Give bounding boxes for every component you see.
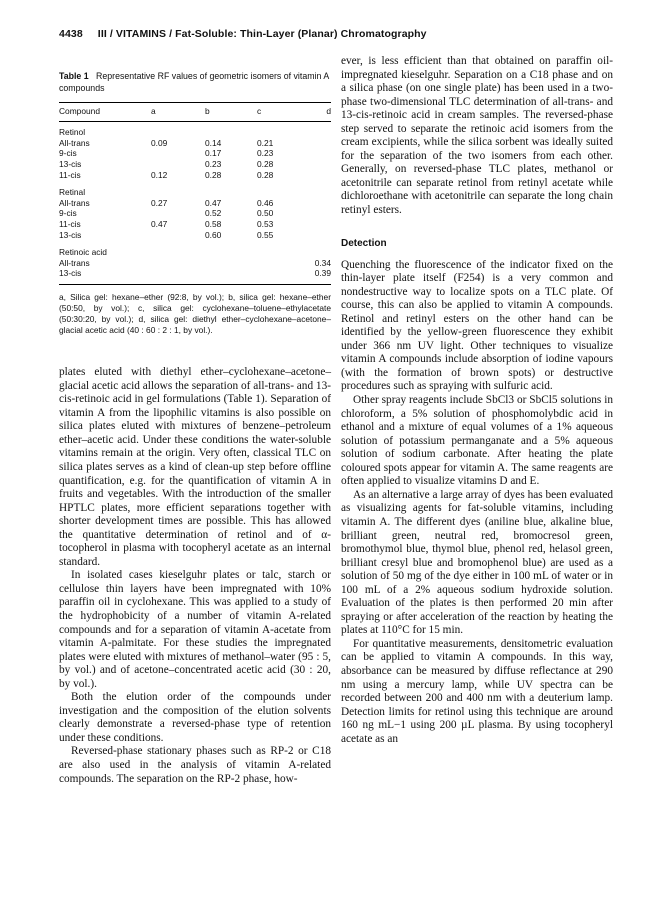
table-cell: 0.17 [205, 148, 222, 159]
table-cell: 0.60 [205, 229, 222, 240]
table-cell: 0.47 [151, 219, 168, 230]
right-body-text-top [341, 55, 613, 218]
table-cell: 9-cis [59, 208, 77, 219]
column-header: Compound [59, 103, 151, 122]
group-name: Retinal [59, 186, 86, 197]
body-paragraph: As an alternative a large array of dyes has been evaluated as visualizing agents for fat-soluble vitamins, including vitamin A. The different dyes (aniline blue, alkaline blue, brilliant green, neutral red, bromocresol green, bromothymol blue, thymol blue, phenol red, helasol green, brilliant cresyl blue and bromophenol blue) are used as a solution of 50 mg of the dye either in 100 mL of water or in 100 mL of a 2% aqueous sodium hydroxide solution. Evaluation of the plates is then performed 20 min after spraying or after acceleration of the reaction by heating the plates at 110°C for 15 min. [341, 488, 613, 637]
table-cell: 0.23 [205, 159, 222, 170]
table-cell: 0.27 [151, 197, 168, 208]
table-group-row [59, 247, 331, 258]
table-cell: 0.53 [257, 219, 274, 230]
table-cell: 0.50 [257, 208, 274, 219]
table-cell: 0.21 [257, 137, 274, 148]
table-cell: 0.39 [304, 268, 331, 284]
table-cell [151, 208, 205, 219]
table-cell [304, 208, 331, 219]
table-cell: 0.28 [205, 169, 222, 180]
table-row [59, 268, 331, 284]
left-column [59, 70, 331, 786]
table-cell: All-trans [59, 137, 90, 148]
page-number: 4438 [59, 28, 83, 40]
body-paragraph: Quenching the fluorescence of the indicator fixed on the thin-layer plate itself (F254) is a very common and nondestructive way to localize spots on a TLC plate. Of course, this can also be applied to vitamin A compounds. Retinol and retinyl esters on the other hand can be identified by the yellow-green fluorescence they exhibit under 366 nm UV light. Other techniques to visualize vitamin A compounds include absorption of iodine vapours (with the formation of brown spots) or destructive procedures such as spraying with sulfuric acid. [341, 258, 613, 393]
table-row [59, 148, 331, 159]
table-cell: 13-cis [59, 268, 151, 284]
table-cell: All-trans [59, 257, 90, 268]
table-cell: 0.09 [151, 137, 168, 148]
table-cell [257, 268, 304, 284]
table-cell: 0.12 [151, 169, 168, 180]
table-label: Table 1 [59, 71, 89, 81]
table-cell: 0.58 [205, 219, 222, 230]
table-cell: 0.28 [257, 169, 274, 180]
table-cell: 9-cis [59, 148, 77, 159]
column-header: d [304, 103, 331, 122]
running-title: III / VITAMINS / Fat-Soluble: Thin-Layer (Planar) Chromatography [97, 28, 427, 40]
column-header: c [257, 103, 304, 122]
table-group-row [59, 121, 331, 137]
table-cell [304, 148, 331, 159]
table-cell [151, 258, 205, 269]
right-body-text-bottom [341, 259, 613, 747]
table-cell: 0.23 [257, 148, 274, 159]
table-cell: 0.28 [257, 159, 274, 170]
table-cell [304, 138, 331, 149]
table-cell [304, 198, 331, 209]
table-cell [205, 268, 257, 284]
table-cell [304, 170, 331, 181]
table-header-row [59, 103, 331, 122]
table-row [59, 170, 331, 181]
table-row [59, 138, 331, 149]
running-header [59, 28, 619, 40]
table-cell [205, 258, 257, 269]
table-cell: 11-cis [59, 219, 81, 230]
column-header: b [205, 103, 257, 122]
table-cell: 0.55 [257, 229, 274, 240]
group-name: Retinol [59, 126, 86, 137]
table-cell [151, 268, 205, 284]
table-cell: 0.14 [205, 137, 222, 148]
table-group-row [59, 187, 331, 198]
body-paragraph: ever, is less efficient than that obtained on paraffin oil-impregnated kieselguhr. Separation on a C18 phase and on a silica phase (on one single plate) has been used in a two-phase two-dimensional TLC determination of all-trans- and 13-cis-retinoic acid in cream samples. The reversed-phase step served to separate the retinoic acid isomers from the cream excipients, while the silica sorbent was ideally suited for the separation of the two isomers from each other. Generally, on reversed-phase TLC plates, methanol or acetonitrile can separate retinol from retinyl acetate while dichloroethane with acetonitrile can separate the long chain retinyl esters. [341, 55, 613, 217]
table-row [59, 258, 331, 269]
table-cell [304, 219, 331, 230]
body-paragraph: In isolated cases kieselguhr plates or talc, starch or cellulose thin layers have been impregnated with 10% paraffin oil in cyclohexane. This was applied to a study of the hydrophobicity of a number of vitamin A-related compounds and for a separation of vitamin A-acetate from vitamin A-palmitate. For these studies the impregnated plates were eluted with mixtures of methanol–water (95 : 5, by vol.) and of acetone–concentrated acetic acid (30 : 20, by vol.). [59, 569, 331, 690]
table-cell: 0.34 [314, 257, 331, 268]
table-row [59, 219, 331, 230]
table-caption-text: Representative RF values of geometric isomers of vitamin A compounds [59, 71, 329, 93]
table-row [59, 198, 331, 209]
table-cell: 0.46 [257, 197, 274, 208]
section-heading-detection: Detection [341, 237, 387, 249]
table-cell [304, 230, 331, 241]
body-paragraph: For quantitative measurements, densitometric evaluation can be applied to vitamin A compounds. In this way, absorbance can be measured by diffuse reflectance at 290 nm using a mercury lamp, while UV spectra can be recorded between 200 and 400 nm with a deuterium lamp. Detection limits for retinol using this technique are around 160 ng mL−1 using 200 µL plasma. By using tocopheryl acetate as an [341, 637, 613, 745]
table-row [59, 230, 331, 241]
left-body-text [59, 366, 331, 786]
group-name: Retinoic acid [59, 246, 107, 257]
table-row [59, 208, 331, 219]
table-cell: All-trans [59, 197, 90, 208]
rf-values-table [59, 102, 331, 285]
table-row [59, 159, 331, 170]
table-caption [59, 70, 331, 94]
table-cell: 0.52 [205, 208, 222, 219]
table-cell [151, 230, 205, 241]
column-header: a [151, 103, 205, 122]
body-paragraph: Both the elution order of the compounds under investigation and the composition of the elution solvents clearly demonstrate a reversed-phase type of retention under these conditions. [59, 691, 331, 744]
right-column [341, 55, 613, 746]
table-cell: 13-cis [59, 159, 82, 170]
body-paragraph: plates eluted with diethyl ether–cyclohexane–acetone–glacial acetic acid allows the separation of all-trans- and 13-cis-retinoic acid in gel formulations (Table 1). Separation of vitamin A from the lipophilic vitamins is also possible on silica plates eluted with mixtures of benzene–petroleum ether–acetic acid. Under these conditions the water-soluble vitamins remain at the origin. Very often, classical TLC on silica plates serves as a kind of clean-up step before offline quantification, e.g. for the quantification of vitamin A in fruits and vegetables. With the introduction of the smaller HPTLC plates, more efficient separations together with shorter development times are possible. This has allowed the quantitative determination of retinol and of α-tocopherol in plasma with tocopheryl acetate as an internal standard. [59, 366, 331, 568]
body-paragraph: Other spray reagents include SbCl3 or SbCl5 solutions in chloroform, a 5% solution of phosphomolybdic acid in ethanol and a mixture of equal volumes of a 1% aqueous solution of potassium permanganate and a 5% aqueous solution of sodium carbonate. After heating the plate coloured spots appear for vitamin A. The same reagents are often applied to visualize vitamins D and E. [341, 394, 613, 488]
table-cell: 0.47 [205, 197, 222, 208]
table-cell [151, 148, 205, 159]
table-footnote: a, Silica gel: hexane–ether (92:8, by vol.); b, silica gel: hexane–ether (50:50, by vol.); c, silica gel: cyclohexane–toluene–ethylacetate (50:30:20, by vol.); d, silica gel: diethyl ether–cyclohexane–acetone–glacial acetic acid (40 : 60 : 2 : 1, by vol.). [59, 292, 331, 336]
table-cell [257, 258, 304, 269]
table-cell [151, 159, 205, 170]
table-cell [304, 159, 331, 170]
body-paragraph: Reversed-phase stationary phases such as RP-2 or C18 are also used in the analysis of vitamin A-related compounds. The separation on the RP-2 phase, how- [59, 745, 331, 785]
table-cell: 13-cis [59, 229, 82, 240]
table-cell: 11-cis [59, 169, 81, 180]
